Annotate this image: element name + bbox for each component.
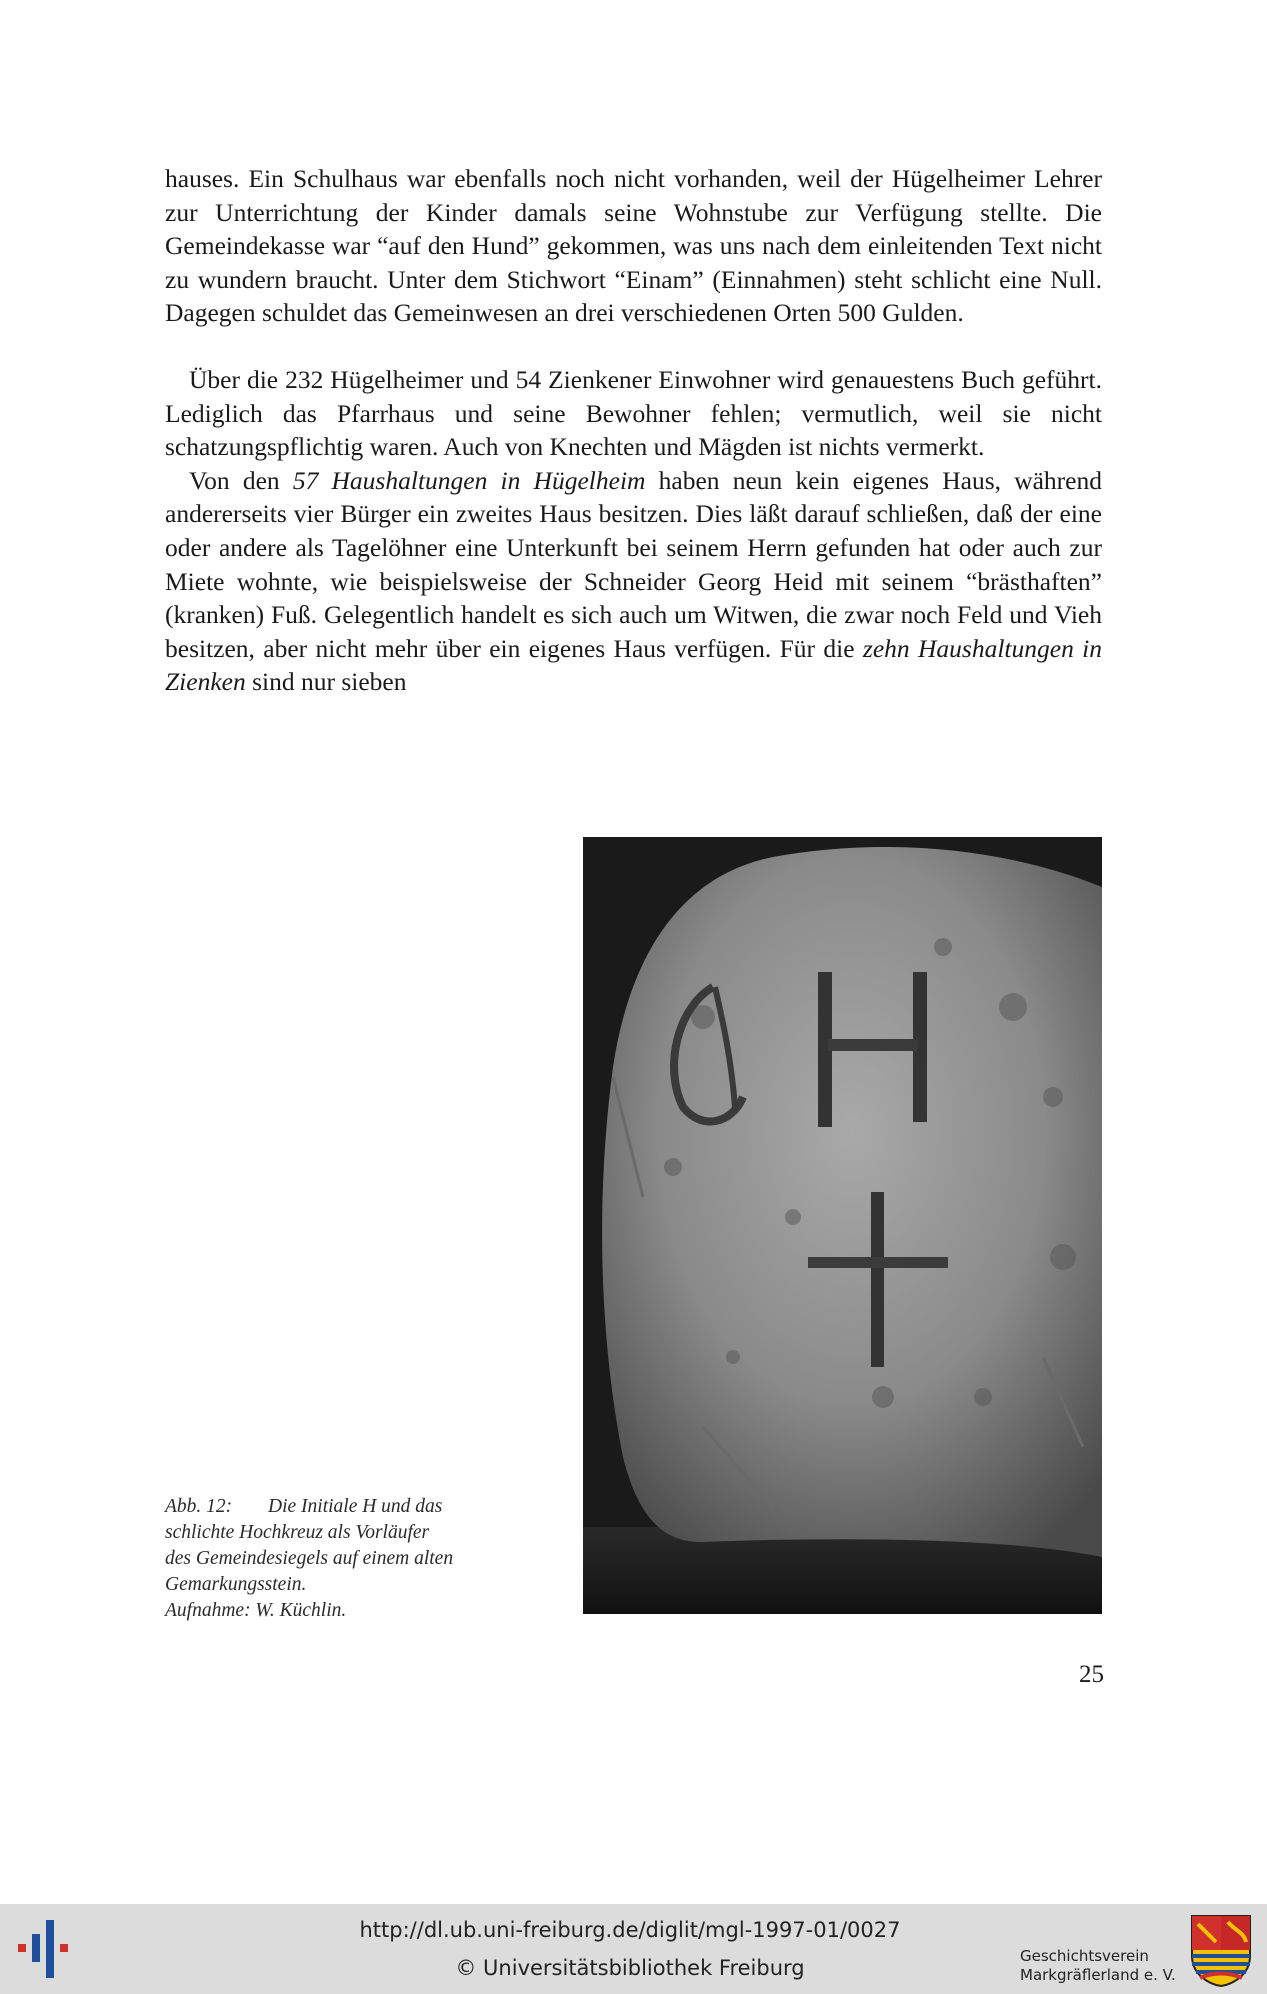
caption-line-5: Aufnahme: W. Küchlin.	[165, 1600, 347, 1621]
caption-line-2: schlichte Hochkreuz als Vorläufer	[165, 1522, 430, 1543]
paragraph-3	[165, 464, 1102, 699]
paragraph-3-part-3: sind nur sieben	[245, 667, 407, 697]
ub-freiburg-logo-icon	[14, 1914, 80, 1984]
society-line-2: Markgräflerland e. V.	[1020, 1966, 1176, 1984]
paragraph-3-part-2: haben neun kein eigenes Haus, während andererseits vier Bürger ein zweites Haus besitzen. Dies läßt darauf schließen, daß der eine oder andere als Tagelöhner eine Unterkunft bei seinem Herrn gefunden hat oder auch zur Miete wohnte, wie beispielsweise der Schneider Georg Heid mit seinem “brästhaften” (kranken) Fuß. Gelegentlich handelt es sich auch um Witwen, die zwar noch Feld und Vieh besitzen, aber nicht mehr über ein eigenes Haus verfügen. Für die	[165, 465, 1102, 663]
paragraph-3-italic-2: zehn Haushaltungen in Zienken	[165, 633, 1103, 697]
footer-bar	[0, 1904, 1267, 1994]
page-number: 25	[1079, 1661, 1104, 1688]
paragraph-3-italic-1: 57 Haushaltungen in Hügelheim	[292, 465, 646, 495]
paragraph-2: Über die 232 Hügelheimer und 54 Zienkener Einwohner wird genauestens Buch geführt. Lediglich das Pfarrhaus und seine Bewohner fehlen; vermutlich, weil sie nicht schatzungspflichtig waren. Auch von Knechten und Mägden ist nichts vermerkt.	[165, 364, 1102, 462]
boundary-stone-photo	[583, 837, 1102, 1614]
caption-line-1: Die Initiale H und das	[268, 1496, 443, 1517]
coat-of-arms-icon	[1188, 1912, 1254, 1988]
paragraph-3-part-1: Von den	[189, 465, 293, 495]
society-line-1: Geschichtsverein	[1020, 1947, 1149, 1965]
main-text	[165, 162, 1102, 699]
caption-line-4: Gemarkungsstein.	[165, 1574, 307, 1595]
paragraph-1: hauses. Ein Schulhaus war ebenfalls noch nicht vorhanden, weil der Hügelheimer Lehrer zur Unterrichtung der Kinder damals seine Wohnstube zur Verfügung stellte. Die Gemeindekasse war “auf den Hund” gekommen, was uns nach dem einleitenden Text nicht zu wundern braucht. Unter dem Stichwort “Einam” (Einnahmen) steht schlicht eine Null. Dagegen schuldet das Gemeinwesen an drei verschiedenen Orten 500 Gulden.	[165, 164, 1102, 328]
figure-caption	[165, 1494, 525, 1624]
document-url-link[interactable]: http://dl.ub.uni-freiburg.de/diglit/mgl-1997-01/0027	[359, 1918, 901, 1942]
caption-line-3: des Gemeindesiegels auf einem alten	[165, 1548, 454, 1569]
stone-illustration	[583, 837, 1102, 1614]
society-name	[1020, 1947, 1176, 1985]
copyright-text: © Universitätsbibliothek Freiburg	[455, 1956, 805, 1980]
figure-label: Abb. 12:	[165, 1496, 233, 1517]
